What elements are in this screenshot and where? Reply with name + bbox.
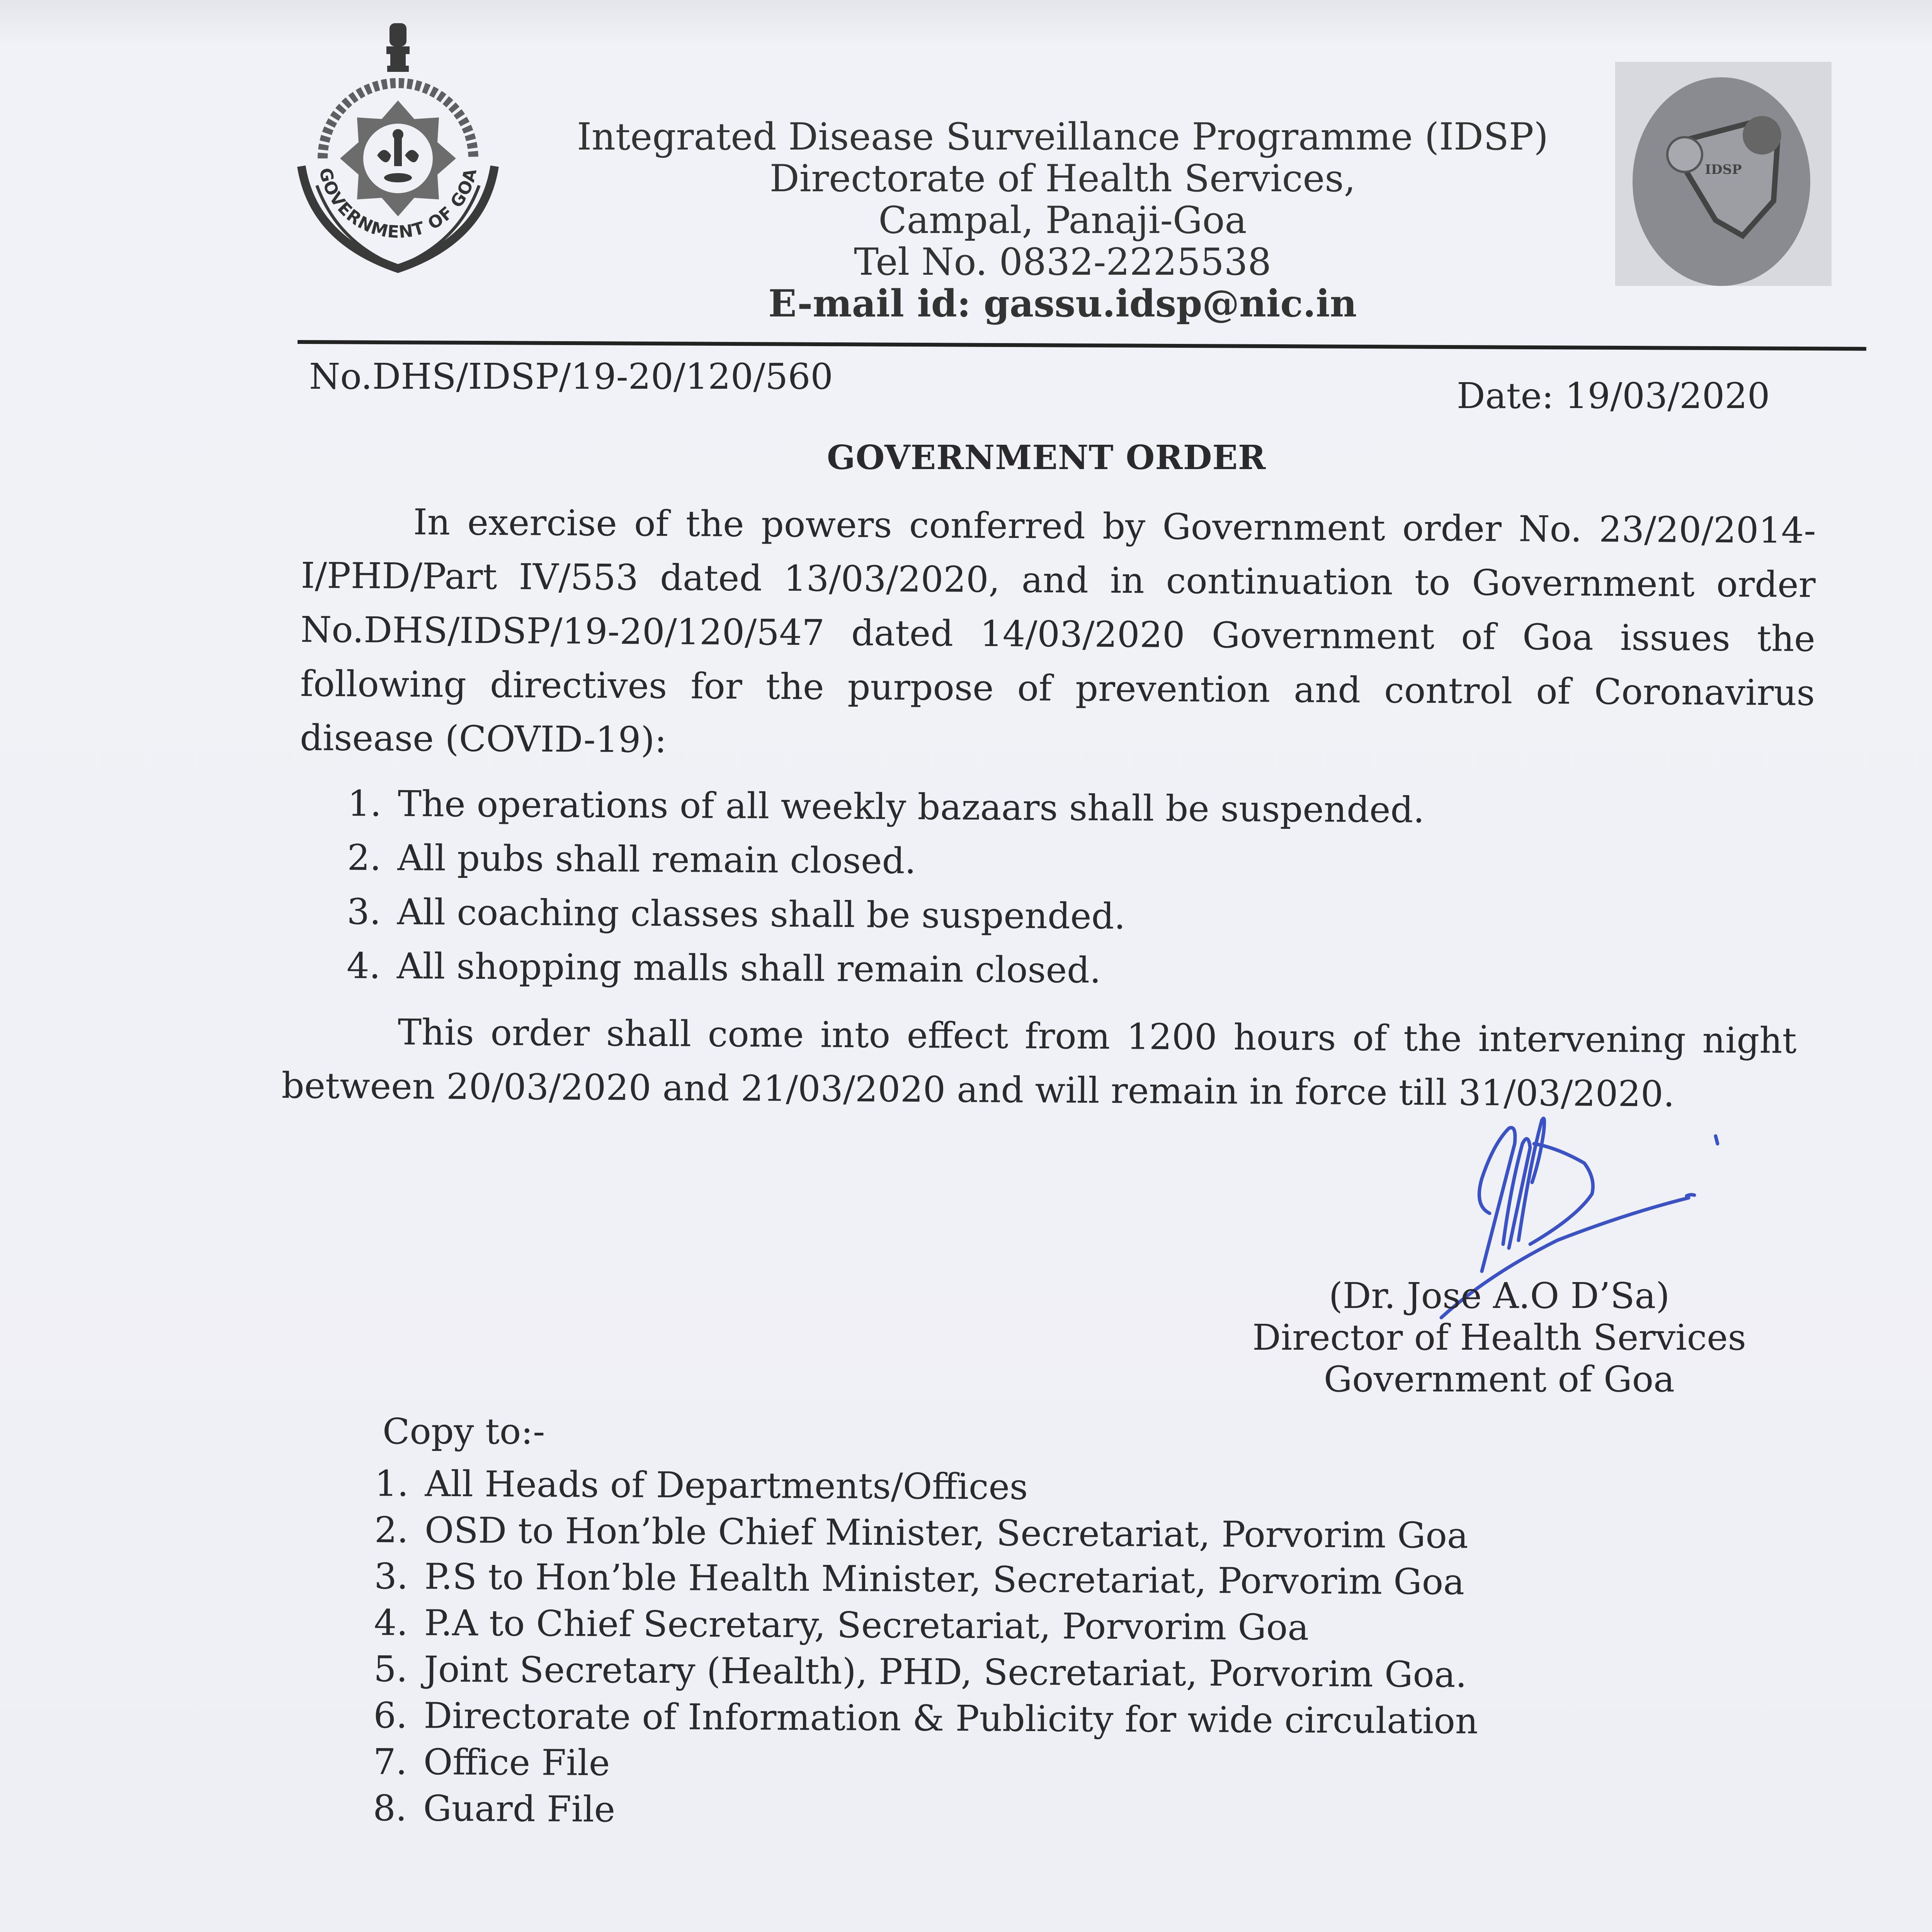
signatory-organization: Government of Goa	[1323, 1359, 1675, 1400]
directives-list	[347, 777, 1662, 1001]
directive-item	[347, 939, 1661, 1001]
directive-number: 4.	[346, 945, 381, 987]
copy-to-heading: Copy to:-	[383, 1411, 545, 1452]
directive-item	[347, 885, 1661, 947]
order-date: Date: 19/03/2020	[1457, 375, 1770, 417]
directive-number: 2.	[347, 837, 381, 879]
copy-to-text: Directorate of Information & Publicity for wide circulation	[423, 1695, 1478, 1742]
intro-paragraph	[300, 495, 1816, 774]
letterhead-divider	[298, 340, 1866, 351]
copy-to-item	[374, 1646, 1881, 1700]
copy-to-number: 5.	[373, 1648, 408, 1690]
directive-text: All coaching classes shall be suspended.	[397, 891, 1126, 937]
copy-to-item	[373, 1739, 1881, 1793]
copy-to-number: 1.	[374, 1463, 409, 1505]
directive-text: The operations of all weekly bazaars shall be suspended.	[398, 783, 1425, 831]
copy-to-item	[373, 1785, 1880, 1839]
directive-number: 3.	[347, 891, 381, 933]
copy-to-item	[373, 1692, 1881, 1747]
signature-area	[0, 1113, 1932, 1403]
government-of-goa-emblem-icon	[286, 12, 510, 274]
document-title: GOVERNMENT ORDER	[827, 438, 1266, 477]
email-label: E-mail id:	[768, 282, 971, 325]
letterhead-header	[0, 12, 1932, 352]
copy-to-list	[373, 1461, 1882, 1839]
directive-number: 1.	[347, 782, 382, 825]
copy-to-number: 8.	[373, 1787, 407, 1829]
copy-to-number: 6.	[373, 1694, 408, 1736]
directive-text: All pubs shall remain closed.	[397, 837, 917, 882]
intro-text: In exercise of the powers conferred by Government order No. 23/20/2014-I/PHD/Part IV/553 dated 13/03/2020, and in continuation to Government order No.DHS/IDSP/19-20/120/547 dated 14/03/2020 Government of Goa issues the following directives for the purpose of prevention and control of Coronavirus disease (COVID-19):	[299, 501, 1816, 761]
email-address[interactable]: gassu.idsp@nic.in	[983, 282, 1357, 325]
copy-to-item	[374, 1600, 1881, 1654]
copy-to-number: 2.	[374, 1509, 409, 1551]
copy-to-text: P.A to Chief Secretary, Secretariat, Porvorim Goa	[424, 1602, 1309, 1648]
directive-text: All shopping malls shall remain closed.	[396, 945, 1101, 991]
copy-to-number: 7.	[373, 1741, 407, 1783]
effect-text: This order shall come into effect from 1200 hours of the intervening night between 20/03/2020 and 21/03/2020 and will remain in force till 31/03/2020.	[281, 1011, 1797, 1115]
letterhead-directorate: Directorate of Health Services,	[769, 157, 1356, 200]
idsp-logo-icon	[1596, 54, 1847, 301]
copy-to-text: Office File	[423, 1741, 610, 1784]
signatory-designation: Director of Health Services	[1252, 1317, 1746, 1358]
letterhead-address: Campal, Panaji-Goa	[878, 199, 1247, 242]
signatory-block	[1229, 1275, 1770, 1400]
letterhead-program: Integrated Disease Surveillance Programme (IDSP)	[577, 115, 1548, 158]
copy-to-text: OSD to Hon’ble Chief Minister, Secretariat, Porvorim Goa	[424, 1509, 1469, 1556]
copy-to-item	[374, 1553, 1881, 1607]
national-emblem-icon	[386, 23, 410, 72]
directive-item	[347, 777, 1662, 839]
copy-to-item	[374, 1461, 1882, 1515]
idsp-logo-label: IDSP	[1705, 162, 1742, 177]
letterhead-email-line	[502, 283, 1623, 325]
letterhead	[502, 116, 1623, 325]
copy-to-item	[374, 1507, 1882, 1561]
signatory-name: (Dr. Jose A.O D’Sa)	[1328, 1275, 1670, 1316]
reference-line	[0, 352, 1932, 425]
copy-to-text: Guard File	[423, 1787, 616, 1830]
copy-to-text: Joint Secretary (Health), PHD, Secretariat, Porvorim Goa.	[423, 1648, 1467, 1696]
copy-to-number: 4.	[374, 1602, 408, 1644]
copy-to-number: 3.	[374, 1555, 408, 1597]
reference-number: No.DHS/IDSP/19-20/120/560	[309, 356, 833, 397]
emblem-caption: GOVERNMENT OF GOA	[315, 166, 481, 242]
copy-to-text: All Heads of Departments/Offices	[425, 1463, 1028, 1508]
copy-to-text: P.S to Hon’ble Health Minister, Secretariat, Porvorim Goa	[424, 1556, 1465, 1603]
effect-paragraph	[281, 1005, 1797, 1122]
letterhead-phone: Tel No. 0832-2225538	[854, 240, 1272, 284]
directive-item	[347, 831, 1661, 893]
